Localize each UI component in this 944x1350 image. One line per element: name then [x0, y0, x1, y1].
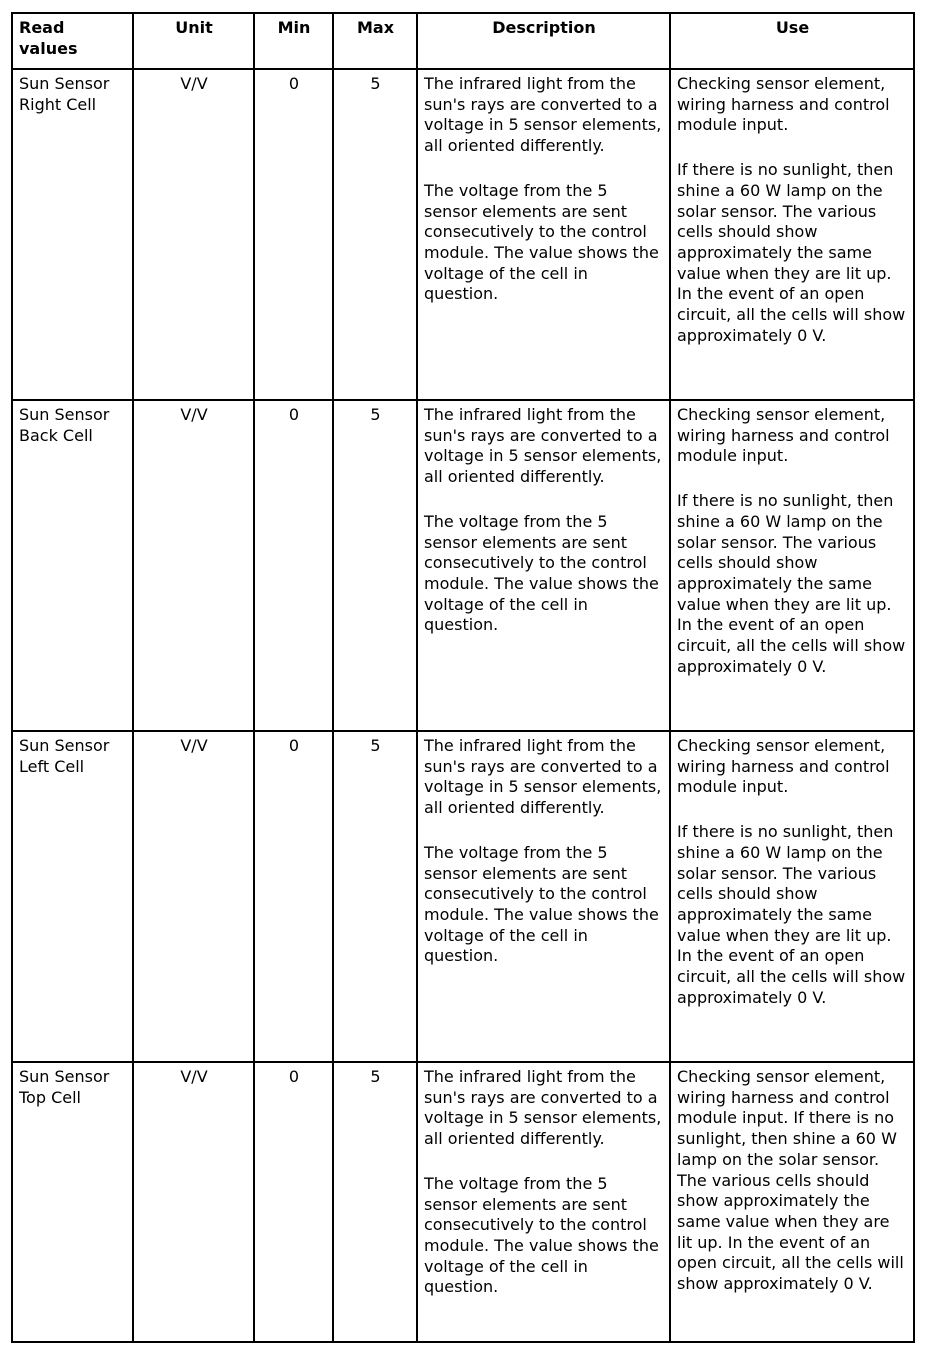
use-paragraph-1: Checking sensor element, wiring harness and control module input. [677, 736, 890, 797]
min-cell: 0 [254, 69, 333, 400]
description-cell [417, 400, 670, 731]
header-read-values: Read values [12, 13, 133, 69]
header-max: Max [333, 13, 417, 69]
description-cell [417, 69, 670, 400]
description-paragraph-2: The voltage from the 5 sensor elements are sent consecutively to the control module. The value shows the voltage of the cell in question. [424, 1173, 659, 1297]
header-use: Use [670, 13, 914, 69]
table-row [12, 69, 914, 400]
table-header-row [12, 13, 914, 69]
use-paragraph-1: Checking sensor element, wiring harness and control module input. If there is no sunlight, then shine a 60 W lamp on the solar sensor. The various cells should show approximately the same value when they are lit up. In the event of an open circuit, all the cells will show approximately 0 V. [677, 1067, 904, 1294]
unit-cell: V/V [133, 69, 254, 400]
max-cell: 5 [333, 400, 417, 731]
header-unit: Unit [133, 13, 254, 69]
use-cell [670, 69, 914, 400]
use-cell [670, 400, 914, 731]
use-cell [670, 1062, 914, 1342]
max-cell: 5 [333, 69, 417, 400]
description-paragraph-2: The voltage from the 5 sensor elements are sent consecutively to the control module. The value shows the voltage of the cell in question. [424, 511, 659, 635]
read-value-cell: Sun Sensor Top Cell [12, 1062, 133, 1342]
unit-cell: V/V [133, 1062, 254, 1342]
description-cell [417, 731, 670, 1062]
use-paragraph-1: Checking sensor element, wiring harness and control module input. [677, 405, 890, 466]
max-cell: 5 [333, 731, 417, 1062]
read-value-cell: Sun Sensor Right Cell [12, 69, 133, 400]
read-value-cell: Sun Sensor Left Cell [12, 731, 133, 1062]
use-paragraph-2: If there is no sunlight, then shine a 60 W lamp on the solar sensor. The various cells should show approximately the same value when they are lit up. In the event of an open circuit, all the cells will show approximately 0 V. [677, 491, 906, 676]
description-paragraph-2: The voltage from the 5 sensor elements are sent consecutively to the control module. The value shows the voltage of the cell in question. [424, 180, 659, 304]
use-paragraph-1: Checking sensor element, wiring harness and control module input. [677, 74, 890, 135]
min-cell: 0 [254, 1062, 333, 1342]
unit-cell: V/V [133, 731, 254, 1062]
description-paragraph-1: The infrared light from the sun's rays are converted to a voltage in 5 sensor elements, all oriented differently. [424, 1067, 662, 1149]
description-paragraph-1: The infrared light from the sun's rays are converted to a voltage in 5 sensor elements, all oriented differently. [424, 74, 662, 156]
header-min: Min [254, 13, 333, 69]
use-cell [670, 731, 914, 1062]
sensor-values-table [11, 12, 915, 1343]
header-description: Description [417, 13, 670, 69]
use-paragraph-2: If there is no sunlight, then shine a 60 W lamp on the solar sensor. The various cells should show approximately the same value when they are lit up. In the event of an open circuit, all the cells will show approximately 0 V. [677, 822, 906, 1007]
use-paragraph-2: If there is no sunlight, then shine a 60 W lamp on the solar sensor. The various cells should show approximately the same value when they are lit up. In the event of an open circuit, all the cells will show approximately 0 V. [677, 160, 906, 345]
table-row [12, 400, 914, 731]
min-cell: 0 [254, 400, 333, 731]
description-paragraph-1: The infrared light from the sun's rays are converted to a voltage in 5 sensor elements, all oriented differently. [424, 405, 662, 487]
description-paragraph-2: The voltage from the 5 sensor elements are sent consecutively to the control module. The value shows the voltage of the cell in question. [424, 842, 659, 966]
table-row [12, 731, 914, 1062]
description-paragraph-1: The infrared light from the sun's rays are converted to a voltage in 5 sensor elements, all oriented differently. [424, 736, 662, 818]
unit-cell: V/V [133, 400, 254, 731]
max-cell: 5 [333, 1062, 417, 1342]
description-cell [417, 1062, 670, 1342]
min-cell: 0 [254, 731, 333, 1062]
table-row [12, 1062, 914, 1342]
read-value-cell: Sun Sensor Back Cell [12, 400, 133, 731]
